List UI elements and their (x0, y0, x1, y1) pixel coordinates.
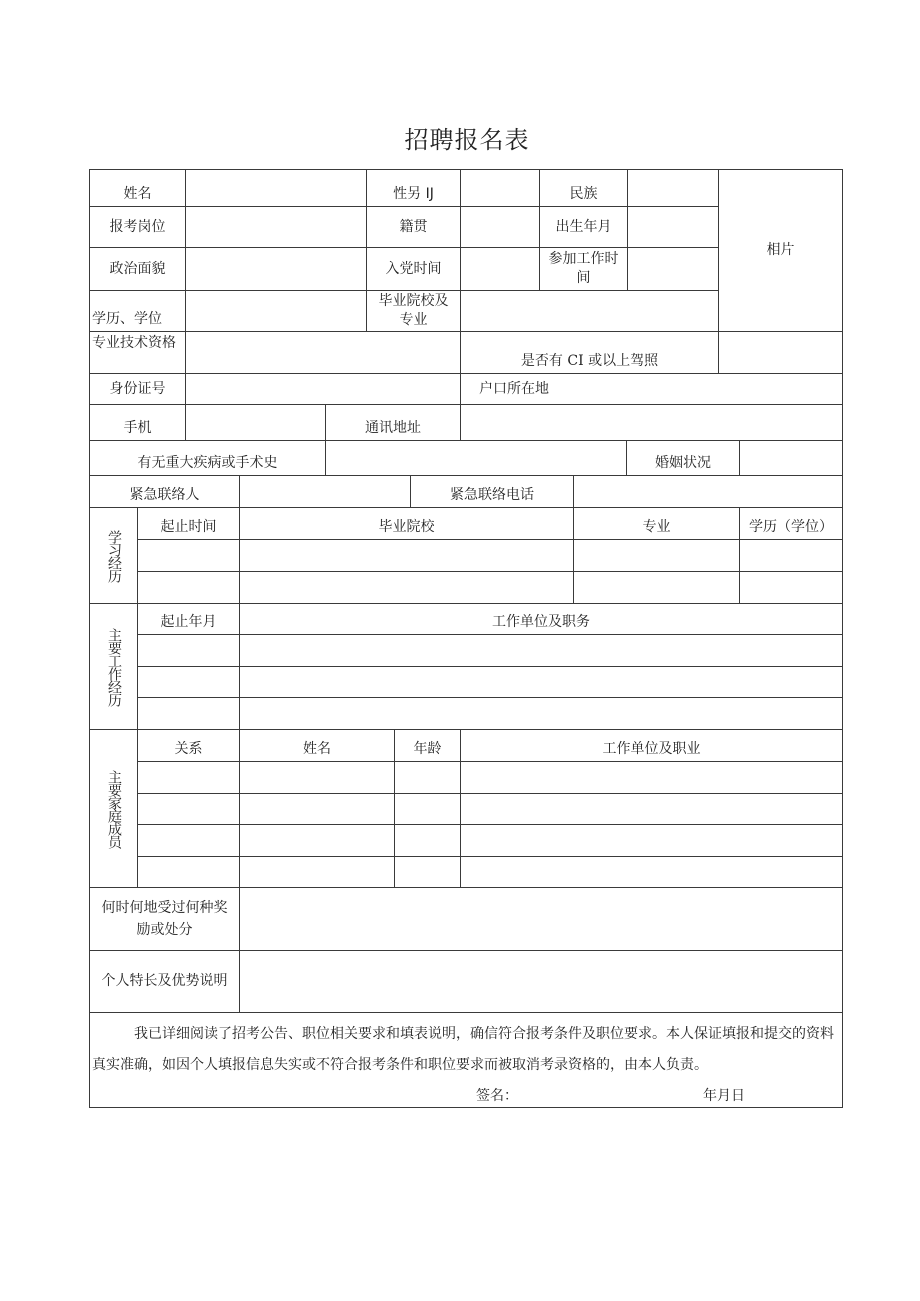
native-place-field[interactable] (460, 206, 540, 248)
politics-field[interactable] (185, 247, 367, 291)
emergency-contact-label: 紧急联络人 (89, 475, 240, 508)
family-cell[interactable] (394, 856, 461, 888)
family-cell[interactable] (394, 793, 461, 825)
study-header-school: 毕业院校 (239, 507, 574, 540)
family-cell[interactable] (239, 761, 395, 794)
native-place-label: 籍贯 (366, 206, 461, 248)
family-cell[interactable] (460, 761, 843, 794)
family-cell[interactable] (394, 824, 461, 857)
study-cell[interactable] (239, 571, 574, 604)
declaration-text: 我已详细阅读了招考公告、职位相关要求和填表说明，确信符合报考条件及职位要求。本人保证填报和提交的资料真实准确，如因个人填报信息失实或不符合报考条件和职位要求而被取消考录资格的，由本人负责。 (92, 1026, 834, 1073)
license-field[interactable] (718, 331, 843, 374)
family-cell[interactable] (460, 824, 843, 857)
family-cell[interactable] (239, 793, 395, 825)
date-label: 年月日 (703, 1088, 745, 1104)
marital-field[interactable] (739, 440, 843, 476)
education-field[interactable] (185, 290, 367, 332)
family-header-name: 姓名 (239, 729, 395, 762)
study-header-major: 专业 (573, 507, 740, 540)
family-header-relation: 关系 (137, 729, 240, 762)
family-cell[interactable] (394, 761, 461, 794)
illness-field[interactable] (325, 440, 627, 476)
position-field[interactable] (185, 206, 367, 248)
tech-qual-label: 专业技术资格 (89, 331, 186, 374)
birth-label: 出生年月 (539, 206, 628, 248)
school-major-label: 毕业院校及专业 (366, 290, 461, 332)
politics-label: 政治面貌 (89, 247, 186, 291)
family-cell[interactable] (137, 856, 240, 888)
study-header-period: 起止时间 (137, 507, 240, 540)
study-cell[interactable] (573, 539, 740, 572)
work-start-field[interactable] (627, 247, 719, 291)
phone-field[interactable] (185, 404, 326, 441)
id-label: 身份证号 (89, 373, 186, 405)
tech-qual-field[interactable] (185, 331, 461, 374)
work-cell[interactable] (137, 666, 240, 698)
ethnicity-label: 民族 (539, 169, 628, 207)
study-cell[interactable] (739, 539, 843, 572)
work-header-employer: 工作单位及职务 (239, 603, 843, 635)
family-cell[interactable] (137, 824, 240, 857)
work-header-period: 起止年月 (137, 603, 240, 635)
name-label: 姓名 (89, 169, 186, 207)
birth-field[interactable] (627, 206, 719, 248)
gender-field[interactable] (460, 169, 540, 207)
school-major-field[interactable] (460, 290, 719, 332)
awards-field[interactable] (239, 887, 843, 951)
emergency-contact-field[interactable] (239, 475, 411, 508)
illness-label: 有无重大疾病或手术史 (89, 440, 326, 476)
family-cell[interactable] (239, 824, 395, 857)
ethnicity-field[interactable] (627, 169, 719, 207)
study-cell[interactable] (239, 539, 574, 572)
study-cell[interactable] (573, 571, 740, 604)
family-header-employer: 工作单位及职业 (460, 729, 843, 762)
party-date-label: 入党时间 (366, 247, 461, 291)
family-cell[interactable] (460, 856, 843, 888)
work-cell[interactable] (239, 634, 843, 667)
position-label: 报考岗位 (89, 206, 186, 248)
signature-label: 签名： (476, 1088, 518, 1104)
work-cell[interactable] (137, 634, 240, 667)
hukou-label: 户口所在地 (460, 373, 843, 405)
family-cell[interactable] (137, 761, 240, 794)
study-cell[interactable] (137, 571, 240, 604)
id-field[interactable] (185, 373, 461, 405)
name-field[interactable] (185, 169, 367, 207)
awards-label: 何时何地受过何种奖励或处分 (89, 887, 240, 951)
work-cell[interactable] (239, 697, 843, 730)
strengths-field[interactable] (239, 950, 843, 1013)
family-header-age: 年龄 (394, 729, 461, 762)
work-cell[interactable] (137, 697, 240, 730)
license-label: 是否有 CI 或以上驾照 (460, 331, 719, 374)
address-field[interactable] (460, 404, 843, 441)
education-label: 学历、学位 (89, 290, 186, 332)
work-start-label: 参加工作时间 (539, 247, 628, 291)
photo-box[interactable]: 相片 (718, 169, 843, 332)
work-cell[interactable] (239, 666, 843, 698)
study-cell[interactable] (137, 539, 240, 572)
form-title: 招聘报名表 (404, 126, 530, 154)
gender-label: 性另 IJ (366, 169, 461, 207)
work-section-label: 主要工作经历 (89, 603, 138, 730)
family-cell[interactable] (137, 793, 240, 825)
marital-label: 婚姻状况 (626, 440, 740, 476)
study-cell[interactable] (739, 571, 843, 604)
strengths-label: 个人特长及优势说明 (89, 950, 240, 1013)
emergency-phone-field[interactable] (573, 475, 843, 508)
study-header-degree: 学历（学位） (739, 507, 843, 540)
address-label: 通讯地址 (325, 404, 461, 441)
family-cell[interactable] (239, 856, 395, 888)
family-cell[interactable] (460, 793, 843, 825)
party-date-field[interactable] (460, 247, 540, 291)
emergency-phone-label: 紧急联络电话 (410, 475, 574, 508)
family-section-label: 主要家庭成员 (89, 729, 138, 888)
study-section-label: 学习经历 (89, 507, 138, 604)
phone-label: 手机 (89, 404, 186, 441)
